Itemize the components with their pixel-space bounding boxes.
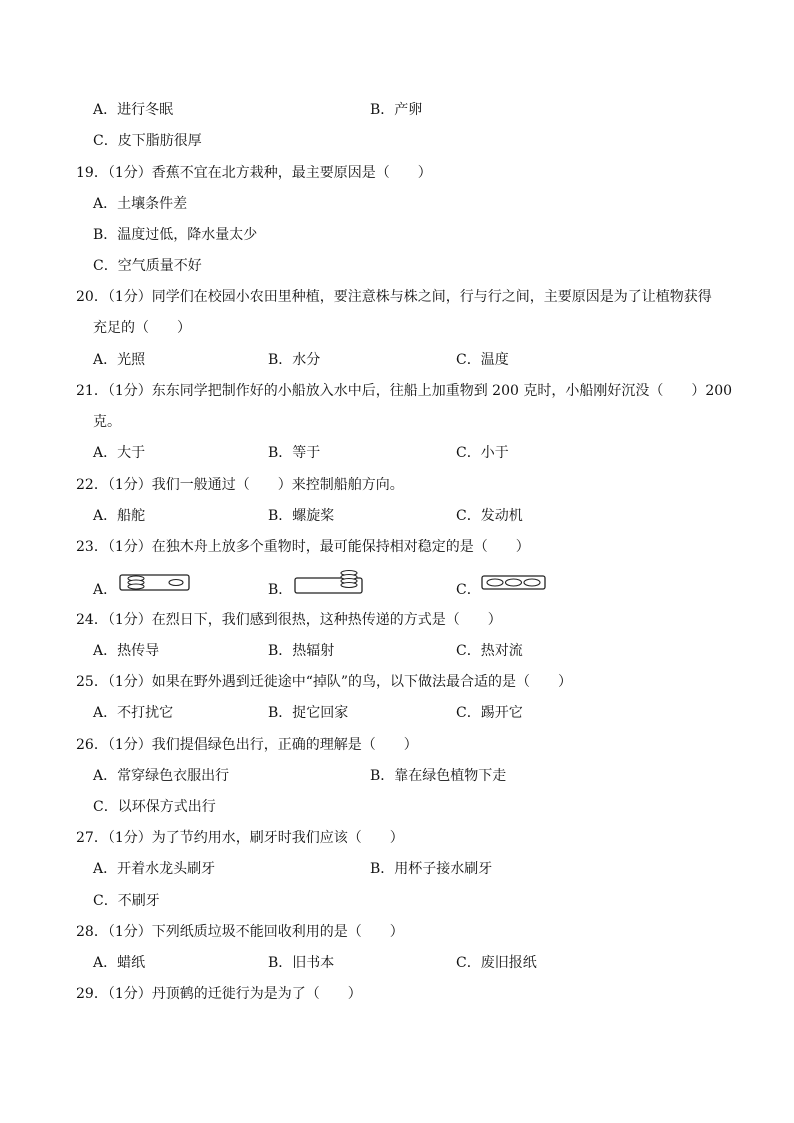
- q28-stem: 28．（1分）下列纸质垃圾不能回收利用的是（ ）: [76, 924, 404, 940]
- q28-option-a[interactable]: A．蜡纸: [93, 955, 146, 971]
- q19-stem: 19．（1分）香蕉不宜在北方栽种，最主要原因是（ ）: [76, 165, 432, 181]
- q27-stem: 27．（1分）为了节约用水，刷牙时我们应该（ ）: [76, 830, 404, 846]
- canoe-weights-left-image[interactable]: [119, 573, 191, 593]
- q21-option-b[interactable]: B．等于: [268, 445, 321, 461]
- q20-option-a[interactable]: A．光照: [93, 352, 146, 368]
- q19-option-c[interactable]: C．空气质量不好: [93, 258, 202, 274]
- q21-option-c[interactable]: C．小于: [456, 445, 509, 461]
- q24-option-c[interactable]: C．热对流: [456, 643, 523, 659]
- q22-option-c[interactable]: C．发动机: [456, 508, 523, 524]
- q24-stem: 24．（1分）在烈日下，我们感到很热，这种热传递的方式是（ ）: [76, 612, 502, 628]
- q25-option-b[interactable]: B．捉它回家: [268, 705, 349, 721]
- q24-option-a[interactable]: A．热传导: [93, 643, 160, 659]
- q20-stem-line1: 20．（1分）同学们在校园小农田里种植，要注意株与株之间，行与行之间，主要原因是为了让植物获得: [76, 289, 712, 305]
- q20-stem-line2: 充足的（ ）: [93, 320, 191, 336]
- q22-stem: 22．（1分）我们一般通过（ ）来控制船舶方向。: [76, 477, 404, 493]
- q20-option-c[interactable]: C．温度: [456, 352, 509, 368]
- q20-option-b[interactable]: B．水分: [268, 352, 321, 368]
- q26-option-a[interactable]: A．常穿绿色衣服出行: [93, 768, 230, 784]
- q23-option-c[interactable]: C．: [456, 582, 481, 598]
- q27-option-b[interactable]: B．用杯子接水刷牙: [370, 861, 493, 877]
- q25-option-c[interactable]: C．踢开它: [456, 705, 523, 721]
- q22-option-b[interactable]: B．螺旋桨: [268, 508, 335, 524]
- q21-option-a[interactable]: A．大于: [93, 445, 146, 461]
- q19-option-b[interactable]: B．温度过低，降水量太少: [93, 227, 258, 243]
- q25-stem: 25．（1分）如果在野外遇到迁徙途中“掉队”的鸟，以下做法最合适的是（ ）: [76, 674, 573, 690]
- q18-option-a[interactable]: A．进行冬眠: [93, 102, 174, 118]
- q23-option-a[interactable]: A．: [93, 582, 118, 598]
- canoe-weights-even-image[interactable]: [481, 574, 547, 592]
- q28-option-c[interactable]: C．废旧报纸: [456, 955, 537, 971]
- canoe-weights-right-image[interactable]: [294, 569, 364, 595]
- q27-option-c[interactable]: C．不刷牙: [93, 893, 160, 909]
- q21-stem-line2: 克。: [93, 414, 121, 430]
- q23-stem: 23．（1分）在独木舟上放多个重物时，最可能保持相对稳定的是（ ）: [76, 539, 530, 555]
- q18-option-c[interactable]: C．皮下脂肪很厚: [93, 133, 202, 149]
- q19-option-a[interactable]: A．土壤条件差: [93, 196, 188, 212]
- q23-option-b[interactable]: B．: [268, 582, 293, 598]
- q29-stem: 29．（1分）丹顶鹤的迁徙行为是为了（ ）: [76, 986, 362, 1002]
- q26-option-c[interactable]: C．以环保方式出行: [93, 799, 216, 815]
- q26-stem: 26．（1分）我们提倡绿色出行，正确的理解是（ ）: [76, 737, 418, 753]
- q21-stem-line1: 21．（1分）东东同学把制作好的小船放入水中后，往船上加重物到 200 克时，小船刚好沉没（ ）200: [76, 383, 733, 399]
- q22-option-a[interactable]: A．船舵: [93, 508, 146, 524]
- q24-option-b[interactable]: B．热辐射: [268, 643, 335, 659]
- q28-option-b[interactable]: B．旧书本: [268, 955, 335, 971]
- q26-option-b[interactable]: B．靠在绿色植物下走: [370, 768, 507, 784]
- q25-option-a[interactable]: A．不打扰它: [93, 705, 174, 721]
- q18-option-b[interactable]: B．产卵: [370, 102, 423, 118]
- q27-option-a[interactable]: A．开着水龙头刷牙: [93, 861, 216, 877]
